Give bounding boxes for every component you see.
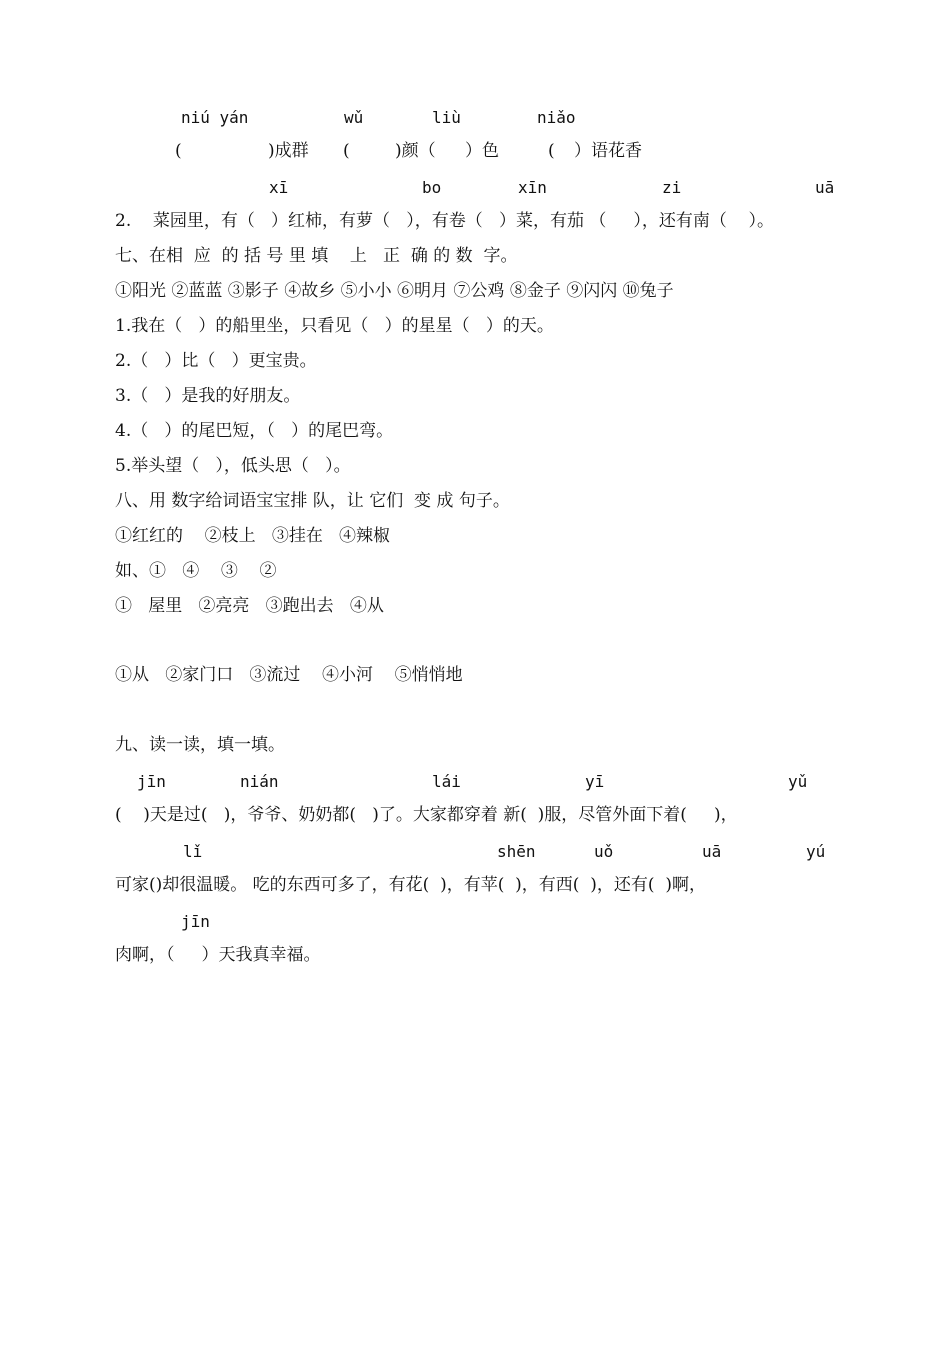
question-1: 1.我在（ ）的船里坐，只看见（ ）的星星（ ）的天。 bbox=[115, 316, 554, 336]
pinyin: lǐ bbox=[183, 842, 203, 861]
pinyin: jīn bbox=[181, 912, 210, 931]
question-3: 3.（ ）是我的好朋友。 bbox=[115, 386, 301, 406]
pinyin: nián bbox=[240, 772, 279, 791]
pinyin: xīn bbox=[518, 178, 547, 197]
text: ）语花香 bbox=[574, 141, 642, 161]
pinyin: liù bbox=[432, 108, 461, 127]
example-order: 如、① ④ ③ ② bbox=[115, 561, 277, 581]
pinyin: niú yán bbox=[181, 108, 249, 127]
pinyin: jīn bbox=[137, 772, 166, 791]
pinyin-row-1 bbox=[0, 100, 950, 135]
text: ( bbox=[175, 141, 182, 161]
passage-line-2: 可家()却很温暖。 吃的东西可多了，有花( )，有苹( )，有西( )，还有( )啊， bbox=[115, 875, 706, 895]
passage-line-1: ( )天是过( )，爷爷、奶奶都( )了。大家都穿着 新( )服，尽管外面下着( )， bbox=[115, 805, 738, 825]
word-group-example: ①红红的 ②枝上 ③挂在 ④辣椒 bbox=[115, 526, 391, 546]
text: ）色 bbox=[465, 141, 499, 161]
pinyin: niǎo bbox=[537, 108, 576, 127]
pinyin: uā bbox=[815, 178, 835, 197]
pinyin-row-2 bbox=[0, 170, 950, 205]
pinyin: wǔ bbox=[344, 108, 364, 127]
pinyin-row-3 bbox=[0, 764, 950, 799]
pinyin-row-5 bbox=[0, 904, 950, 939]
question-2: 2.（ ）比（ ）更宝贵。 bbox=[115, 351, 317, 371]
pinyin: xī bbox=[269, 178, 289, 197]
pinyin: uā bbox=[702, 842, 722, 861]
pinyin-row-4 bbox=[0, 834, 950, 869]
pinyin: yǔ bbox=[788, 772, 808, 791]
pinyin: bo bbox=[422, 178, 442, 197]
idiom-fill-row bbox=[0, 134, 950, 169]
word-group-2: ①从 ②家门口 ③流过 ④小河 ⑤悄悄地 bbox=[115, 665, 463, 685]
section-8-heading: 八、用 数字给词语宝宝排 队，让 它们 变 成 句子。 bbox=[115, 491, 510, 511]
text: ( bbox=[343, 141, 350, 161]
word-bank: ①阳光 ②蓝蓝 ③影子 ④故乡 ⑤小小 ⑥明月 ⑦公鸡 ⑧金子 ⑨闪闪 ⑩兔子 bbox=[115, 281, 674, 301]
text: )颜（ bbox=[395, 141, 436, 161]
pinyin: yī bbox=[585, 772, 605, 791]
word-group-1: ① 屋里 ②亮亮 ③跑出去 ④从 bbox=[115, 596, 384, 616]
question-5: 5.举头望（ ），低头思（ ）。 bbox=[115, 456, 351, 476]
text: )成群 bbox=[268, 141, 309, 161]
pinyin: lái bbox=[432, 772, 461, 791]
section-9-heading: 九、读一读，填一填。 bbox=[115, 735, 285, 755]
vegetable-garden-sentence: 2. 菜园里，有（ ）红柿，有萝（ ），有卷（ ）菜，有茄 （ ），还有南（ ）。 bbox=[115, 211, 775, 231]
passage-line-3: 肉啊，（ ）天我真幸福。 bbox=[115, 945, 321, 965]
question-4: 4.（ ）的尾巴短，（ ）的尾巴弯。 bbox=[115, 421, 394, 441]
section-7-heading: 七、在相 应 的 括 号 里 填 上 正 确 的 数 字。 bbox=[115, 246, 518, 266]
pinyin: yú bbox=[806, 842, 826, 861]
pinyin: uǒ bbox=[594, 842, 614, 861]
pinyin: shēn bbox=[497, 842, 536, 861]
pinyin: zi bbox=[662, 178, 682, 197]
text: ( bbox=[548, 141, 555, 161]
